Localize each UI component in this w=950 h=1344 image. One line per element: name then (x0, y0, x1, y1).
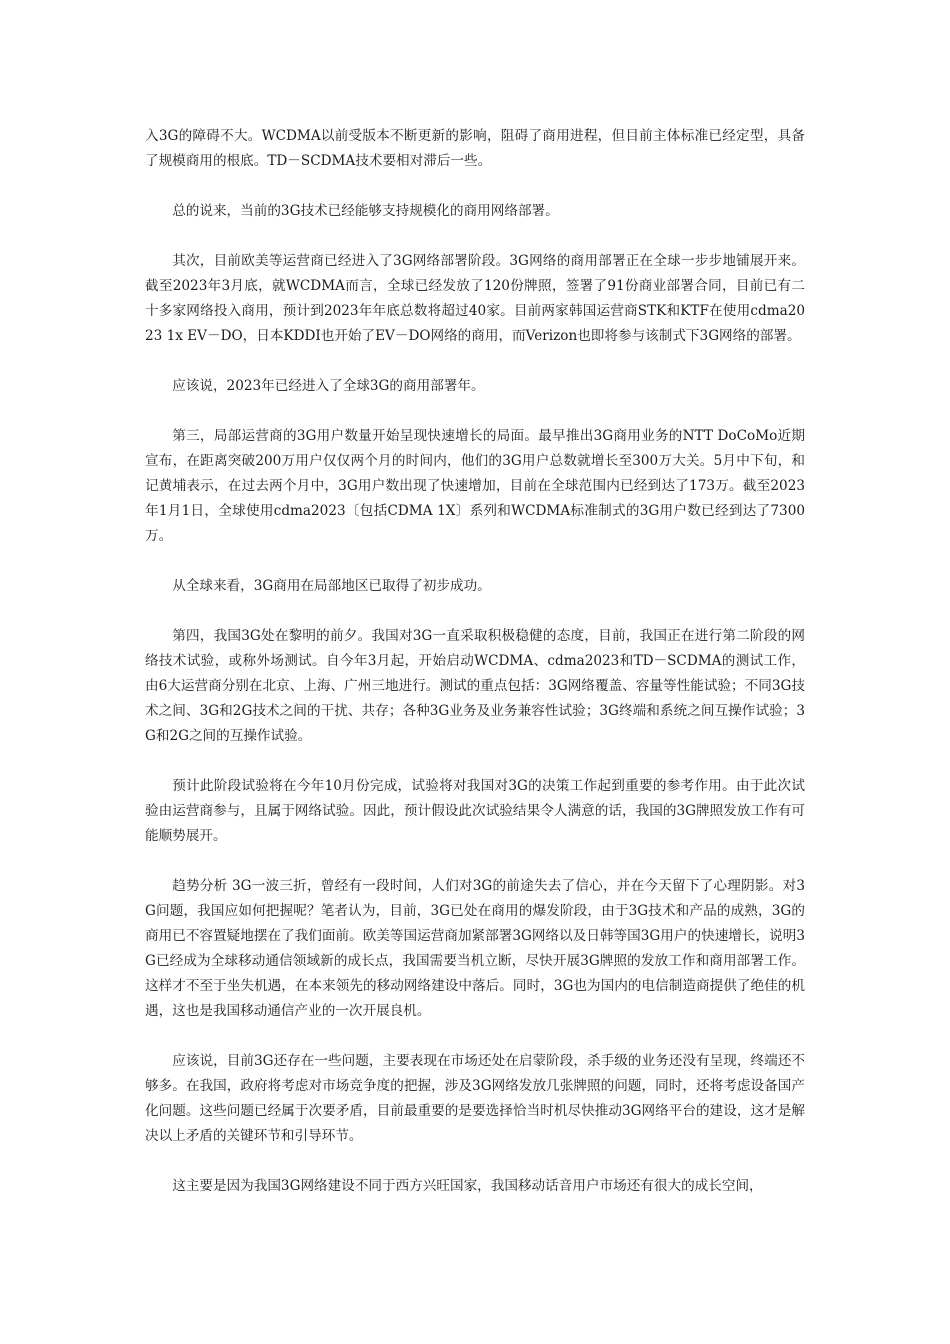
paragraph-market-growth: 这主要是因为我国3G网络建设不同于西方兴旺国家，我国移动话音用户市场还有很大的成长空间， (172, 1178, 763, 1194)
paragraph-deployment: 其次，目前欧美等运营商已经进入了3G网络部署阶段。3G网络的商用部署正在全球一步步地铺展开来。截至2023年3月底，就WCDMA而言，全球已经发放了120份牌照，签署了91份商业部署合同，目前已有二十多家网络投入商用，预计到2023年年底总数将超过40家。目前两家韩国运营商STK和KTF在使用cdma2023 1x EV－DO，日本KDDI也开始了EV－DO网络的商用，而Verizon也即将参与该制式下3G网络的部署。 (145, 253, 805, 344)
paragraph-trial-completion: 预计此阶段试验将在今年10月份完成，试验将对我国对3G的决策工作起到重要的参考作用。由于此次试验由运营商参与，且属于网络试验。因此，预计假设此次试验结果令人满意的话，我国的3G牌照发放工作有可能顺势展开。 (145, 778, 805, 844)
paragraph-user-growth: 第三，局部运营商的3G用户数量开始呈现快速增长的局面。最早推出3G商用业务的NTT DoCoMo近期宣布，在距离突破200万用户仅仅两个月的时间内，他们的3G用户总数就增长至300万大关。5月中下旬，和记黄埔表示，在过去两个月中，3G用户数出现了快速增加，目前在全球范围内已经到达了173万。截至2023年1月1日，全球使用cdma2023〔包括CDMA 1X〕系列和WCDMA标准制式的3G用户数已经到达了7300万。 (145, 428, 805, 544)
paragraph-remaining-issues: 应该说，目前3G还存在一些问题，主要表现在市场还处在启蒙阶段，杀手级的业务还没有呈现，终端还不够多。在我国，政府将考虑对市场竞争度的把握，涉及3G网络发放几张牌照的问题，同时，还将考虑设备国产化问题。这些问题已经属于次要矛盾，目前最重要的是要选择恰当时机尽快推动3G网络平台的建设，这才是解决以上矛盾的关键环节和引导环节。 (145, 1053, 805, 1144)
paragraph-summary-3g-tech: 总的说来，当前的3G技术已经能够支持规模化的商用网络部署。 (172, 203, 559, 219)
paragraph-trend-analysis: 趋势分析 3G一波三折，曾经有一段时间，人们对3G的前途失去了信心，并在今天留下了心理阴影。对3G问题，我国应如何把握呢？笔者认为，目前，3G已处在商用的爆发阶段，由于3G技术和产品的成熟，3G的商用已不容置疑地摆在了我们面前。欧美等国运营商加紧部署3G网络以及日韩等国3G用户的快速增长，说明3G已经成为全球移动通信领域新的成长点，我国需要当机立断，尽快开展3G牌照的发放工作和商用部署工作。这样才不至于坐失机遇，在本来领先的移动网络建设中落后。同时，3G也为国内的电信制造商提供了绝佳的机遇，这也是我国移动通信产业的一次开展良机。 (145, 878, 805, 1019)
paragraph-deployment-year: 应该说，2023年已经进入了全球3G的商用部署年。 (172, 378, 485, 394)
document-body (145, 124, 805, 1224)
paragraph-initial-success: 从全球来看，3G商用在局部地区已取得了初步成功。 (172, 578, 491, 594)
paragraph-continuation: 入3G的障碍不大。WCDMA以前受版本不断更新的影响，阻碍了商用进程，但目前主体标准已经定型，具备了规模商用的根底。TD－SCDMA技术要相对滞后一些。 (145, 128, 805, 169)
paragraph-china-trials: 第四，我国3G处在黎明的前夕。我国对3G一直采取积极稳健的态度，目前，我国正在进行第二阶段的网络技术试验，或称外场测试。自今年3月起，开始启动WCDMA、cdma2023和TD－SCDMA的测试工作，由6大运营商分别在北京、上海、广州三地进行。测试的重点包括：3G网络覆盖、容量等性能试验；不同3G技术之间、3G和2G技术之间的干扰、共存；各种3G业务及业务兼容性试验；3G终端和系统之间互操作试验；3G和2G之间的互操作试验。 (145, 628, 805, 744)
